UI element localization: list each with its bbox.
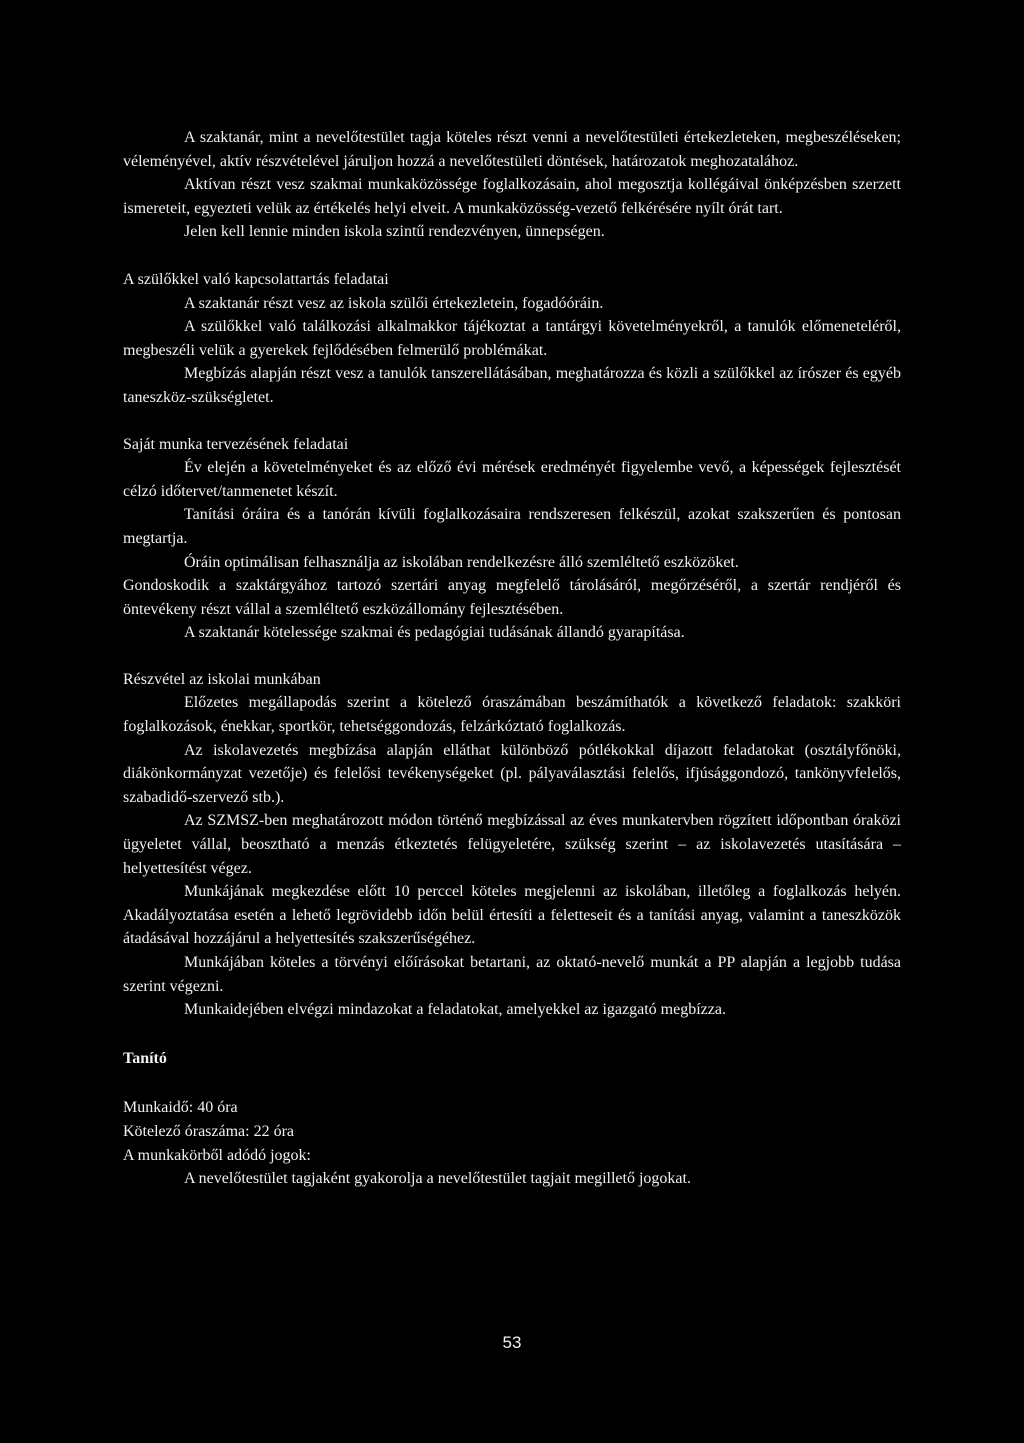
section-heading: Részvétel az iskolai munkában — [123, 670, 321, 688]
paragraph: Jelen kell lennie minden iskola szintű rendezvényen, ünnepségen. — [184, 223, 605, 241]
working-hours: Munkaidő: 40 óra — [123, 1099, 238, 1117]
paragraph: A szaktanár, mint a nevelőtestület tagja köteles részt venni a nevelőtestületi értekezleteken, megbeszéléseken; véleményével, aktív részvételével járuljon hozzá a nevelőtestületi döntések, határozatok meghozatalához. — [123, 129, 901, 170]
paragraph: Év elején a követelményeket és az előző évi mérések eredményét figyelembe vevő, a képességek fejlesztését célzó időtervet/tanmenetet készít. — [123, 459, 901, 500]
paragraph: Munkájában köteles a törvényi előírásokat betartani, az oktató-nevelő munkát a PP alapján a legjobb tudása szerint végezni. — [123, 954, 901, 995]
paragraph: Munkaidejében elvégzi mindazokat a feladatokat, amelyekkel az igazgató megbízza. — [184, 1001, 726, 1019]
document-page — [123, 126, 901, 1191]
paragraph: A szülőkkel való találkozási alkalmakkor tájékoztat a tantárgyi követelményekről, a tanulók előmeneteléről, megbeszéli velük a gyerekek fejlődésében felmerülő problémákat. — [123, 318, 901, 359]
paragraph: Munkájának megkezdése előtt 10 perccel köteles megjelenni az iskolában, illetőleg a foglalkozás helyén. Akadályoztatása esetén a lehető legrövidebb időn belül értesíti a feletteseit és a tanítási anyag, valamint a taneszközök átadásával hozzájárul a helyettesítés szakszerűségéhez. — [123, 883, 901, 948]
school-work-section — [123, 668, 901, 1022]
paragraph: Tanítási óráira és a tanórán kívüli foglalkozásaira rendszeresen felkészül, azokat szakszerűen és pontosan megtartja. — [123, 506, 901, 547]
paragraph: Gondoskodik a szaktárgyához tartozó szertári anyag megfelelő tárolásáról, megőrzéséről, a szertár rendjéről és öntevékeny részt vállal a szemléltető eszközállomány fejlesztésében. — [123, 577, 901, 618]
teacher-section — [123, 1047, 901, 1191]
mandatory-hours: Kötelező óraszáma: 22 óra — [123, 1122, 295, 1140]
paragraph: Az iskolavezetés megbízása alapján elláthat különböző pótlékokkal díjazott feladatokat (osztályfőnöki, diákönkormányzat vezetője) és felelősi tevékenységeket (pl. pályaválasztási felelős, ifjúsággondozó, tankönyvfelelős, szabadidő-szervező stb.). — [123, 741, 901, 806]
planning-section — [123, 433, 901, 645]
paragraph: Előzetes megállapodás szerint a kötelező óraszámában beszámíthatók a következő feladatok: szakköri foglalkozások, énekkar, sportkör, tehetséggondozás, felzárkóztató foglalkozás. — [123, 694, 901, 736]
page-number: 53 — [502, 1333, 522, 1352]
paragraph: A szaktanár részt vesz az iskola szülői értekezletein, fogadóóráin. — [184, 294, 604, 312]
paragraph: Az SZMSZ-ben meghatározott módon történő megbízással az éves munkatervben rögzített időpontban óraközi ügyeletet vállal, beosztható a menzás étkeztetés felügyeletére, szükség szerint – az iskolavezetés utasítására – helyettesítést végez. — [123, 812, 901, 877]
intro-section — [123, 126, 901, 244]
rights-heading: A munkakörből adódó jogok: — [123, 1146, 311, 1164]
section-heading: A szülőkkel való kapcsolattartás feladatai — [123, 270, 389, 288]
paragraph: Megbízás alapján részt vesz a tanulók tanszerellátásában, meghatározza és közli a szülőkkel az írószer és egyéb taneszköz-szükségletet. — [123, 365, 901, 406]
parents-section — [123, 268, 901, 410]
teacher-title: Tanító — [123, 1049, 167, 1067]
paragraph: Óráin optimálisan felhasználja az iskolában rendelkezésre álló szemléltető eszközöket. — [184, 553, 739, 571]
rights-text: A nevelőtestület tagjaként gyakorolja a nevelőtestület tagjait megillető jogokat. — [184, 1170, 691, 1188]
paragraph: A szaktanár kötelessége szakmai és pedagógiai tudásának állandó gyarapítása. — [184, 624, 685, 642]
section-heading: Saját munka tervezésének feladatai — [123, 435, 349, 453]
paragraph: Aktívan részt vesz szakmai munkaközössége foglalkozásain, ahol megosztja kollégáival önképzésben szerzett ismereteit, egyezteti velük az értékelés helyi elveit. A munkaközösség-vezető felkérésére nyílt órát tart. — [123, 176, 901, 217]
